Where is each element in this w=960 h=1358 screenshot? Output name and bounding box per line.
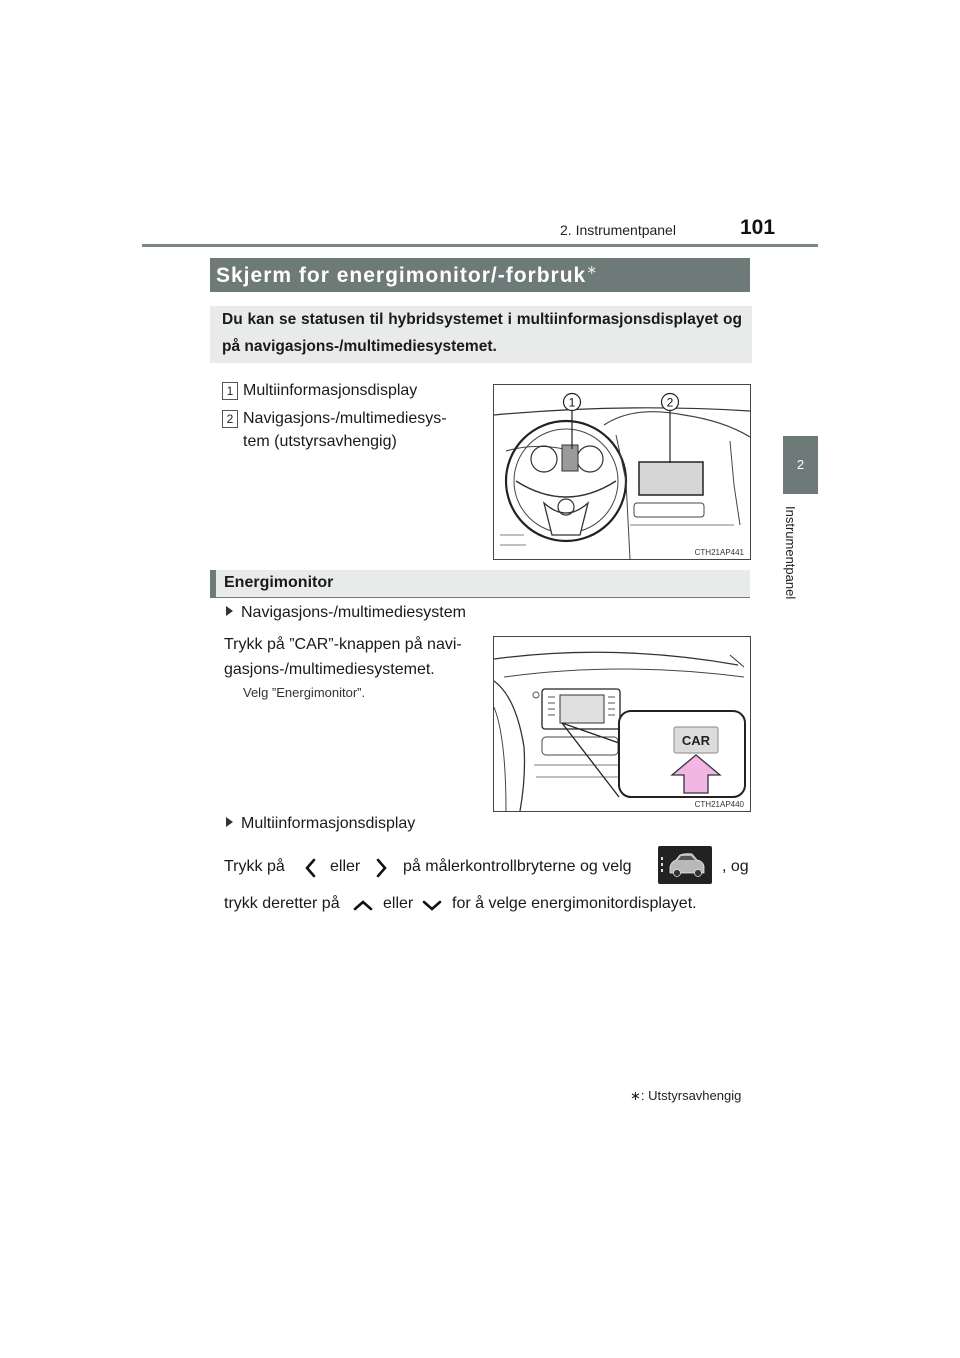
page-heading-text: Skjerm for energimonitor/-forbruk	[216, 264, 587, 287]
dashboard-illustration	[494, 385, 750, 559]
section-heading-rule	[210, 597, 750, 598]
instruction-line-1: Trykk på ”CAR”-knappen på navi-	[224, 636, 462, 653]
instruction-line-2: gasjons-/multimediesystemet.	[224, 661, 435, 678]
item-2-line-1: Navigasjons-/multimediesys-	[243, 410, 447, 427]
footnote-mark: ∗	[630, 1088, 641, 1103]
figure-dashboard	[493, 384, 751, 560]
item-number-2: 2	[222, 410, 238, 428]
bullet-nav-system	[226, 604, 466, 622]
bullet-arrow-icon	[226, 817, 233, 827]
footnote-text: : Utstyrsavhengig	[640, 1088, 742, 1103]
figure-code: CTH21AP440	[694, 800, 744, 809]
chevron-down-icon	[421, 894, 443, 916]
intro-box: Du kan se statusen til hybridsystemet i multiinformasjonsdisplayet og på navigasjons-/multimediesystemet.	[210, 306, 752, 363]
bullet-arrow-icon	[226, 606, 233, 616]
item-2-line-2: tem (utstyrsavhengig)	[243, 433, 397, 450]
figure-car-button	[493, 636, 751, 812]
instruction-line-b2: eller	[383, 895, 414, 912]
car-icon	[658, 846, 712, 884]
callout-2: 2	[666, 395, 674, 410]
chapter-tab[interactable]: 2	[783, 436, 818, 494]
instruction-line-a3: på målerkontrollbryterne og velg	[403, 858, 632, 875]
asterisk-mark: ∗	[586, 262, 599, 277]
chevron-up-icon	[352, 894, 374, 916]
instruction-line-a2: eller	[330, 858, 361, 875]
item-1-text	[243, 379, 417, 402]
instruction-line-b1: trykk deretter på	[224, 895, 340, 912]
instruction-line-a4: , og	[722, 858, 749, 875]
bullet-multi-info-display	[226, 815, 415, 833]
chevron-right-icon	[370, 857, 392, 879]
chapter-tab-label-text: Instrumentpanel	[783, 506, 798, 600]
instruction-line-a1: Trykk på	[224, 858, 285, 875]
chevron-left-icon	[300, 857, 322, 879]
console-illustration	[494, 637, 750, 811]
section-heading-accent	[210, 570, 216, 597]
note-select-energy-monitor: Velg ”Energimonitor”.	[243, 685, 366, 700]
footnote	[630, 1088, 741, 1104]
chapter-tab-label	[783, 506, 808, 616]
page-number: 101	[740, 216, 776, 239]
item-2-text	[243, 407, 447, 453]
bullet-multi-info-display-text: Multiinformasjonsdisplay	[241, 815, 416, 832]
page-heading	[216, 262, 598, 288]
figure-code: CTH21AP441	[694, 548, 744, 557]
section-heading: Energimonitor	[224, 574, 334, 591]
item-number-1: 1	[222, 382, 238, 400]
section-title: 2. Instrumentpanel	[560, 222, 676, 238]
instruction-car-button	[224, 632, 462, 682]
item-1-line: Multiinformasjonsdisplay	[243, 382, 418, 399]
header-divider	[142, 244, 818, 247]
bullet-nav-system-text: Navigasjons-/multimediesystem	[241, 604, 466, 621]
callout-1: 1	[568, 395, 576, 410]
instruction-line-b3: for å velge energimonitordisplayet.	[452, 895, 697, 912]
car-button-label: CAR	[681, 733, 711, 748]
